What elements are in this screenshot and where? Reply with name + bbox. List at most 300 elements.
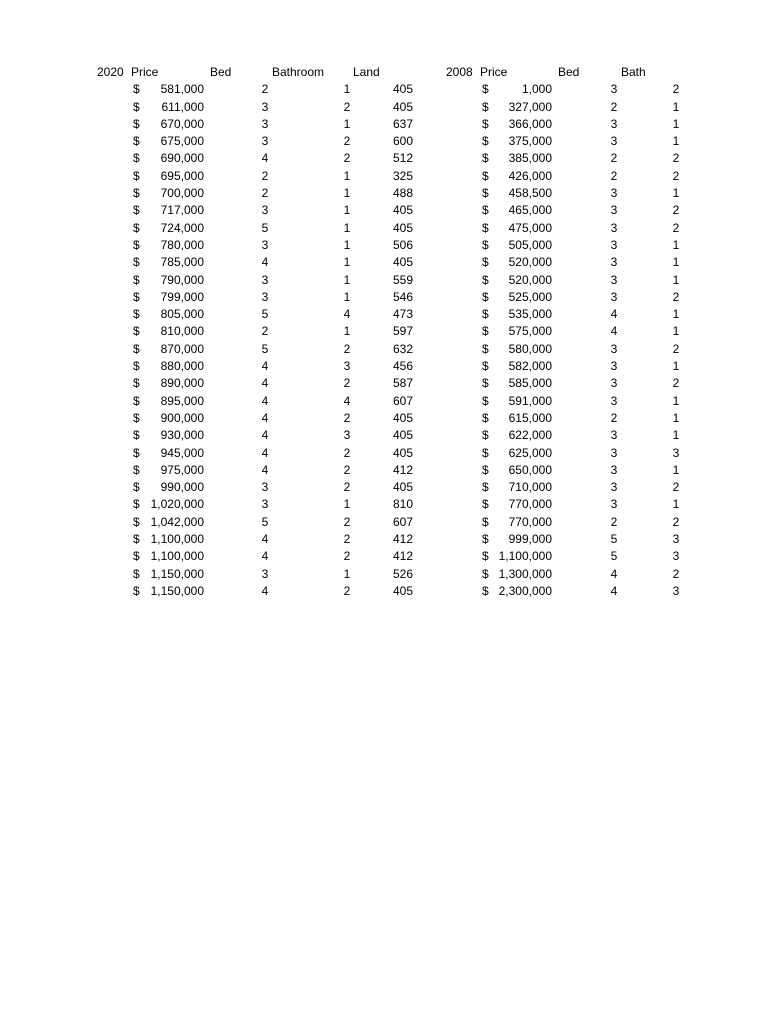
table-row [0, 548, 768, 565]
table-row [0, 150, 768, 167]
table-row [0, 237, 768, 254]
price-cell-2020: 717,000 [160, 203, 204, 218]
bathroom-header-2020: Bathroom [272, 65, 325, 79]
price-cell-2008: 327,000 [508, 99, 552, 114]
currency-symbol-2008: $ [482, 393, 489, 408]
table-row [0, 341, 768, 358]
land-cell-2020: 600 [392, 134, 413, 149]
land-cell-2020: 405 [392, 220, 413, 235]
bathroom-cell-2020: 2 [343, 151, 351, 166]
price-cell-2008: 1,000 [521, 82, 552, 97]
table-row [0, 496, 768, 513]
bed-cell-2020: 4 [261, 359, 269, 374]
bath-cell-2008: 1 [672, 393, 680, 408]
price-cell-2020: 890,000 [160, 376, 204, 391]
table-row [0, 479, 768, 496]
currency-symbol-2008: $ [482, 549, 489, 564]
price-cell-2020: 1,150,000 [150, 583, 204, 598]
bed-cell-2020: 3 [261, 203, 269, 218]
price-cell-2008: 505,000 [508, 237, 552, 252]
bed-cell-2008: 3 [610, 272, 618, 287]
bathroom-cell-2020: 1 [343, 237, 351, 252]
table-row [0, 254, 768, 271]
price-cell-2020: 1,150,000 [150, 566, 204, 581]
price-cell-2008: 458,500 [508, 186, 552, 201]
bed-cell-2020: 5 [261, 220, 269, 235]
bath-cell-2008: 1 [672, 410, 680, 425]
bathroom-cell-2020: 2 [343, 99, 351, 114]
bed-cell-2008: 4 [610, 566, 618, 581]
price-cell-2020: 780,000 [160, 237, 204, 252]
bath-cell-2008: 1 [672, 186, 680, 201]
currency-symbol-2020: $ [133, 462, 140, 477]
currency-symbol-2008: $ [482, 168, 489, 183]
year-2020-label: 2020 [97, 65, 124, 79]
currency-symbol-2020: $ [133, 168, 140, 183]
currency-symbol-2020: $ [133, 289, 140, 304]
price-cell-2008: 770,000 [508, 497, 552, 512]
land-cell-2020: 405 [392, 255, 413, 270]
table-row [0, 323, 768, 340]
currency-symbol-2008: $ [482, 341, 489, 356]
land-cell-2020: 405 [392, 445, 413, 460]
land-cell-2020: 488 [392, 186, 413, 201]
bed-cell-2008: 2 [610, 514, 618, 529]
bath-cell-2008: 2 [672, 82, 680, 97]
bath-cell-2008: 1 [672, 134, 680, 149]
currency-symbol-2008: $ [482, 566, 489, 581]
land-cell-2020: 456 [392, 359, 413, 374]
bed-cell-2008: 3 [610, 393, 618, 408]
data-rows [0, 81, 768, 600]
bathroom-cell-2020: 1 [343, 203, 351, 218]
land-cell-2020: 412 [392, 532, 413, 547]
currency-symbol-2020: $ [133, 532, 140, 547]
bed-cell-2020: 4 [261, 462, 269, 477]
table-row [0, 99, 768, 116]
land-cell-2020: 587 [392, 376, 413, 391]
price-cell-2008: 585,000 [508, 376, 552, 391]
currency-symbol-2008: $ [482, 82, 489, 97]
bed-cell-2020: 3 [261, 566, 269, 581]
price-cell-2008: 375,000 [508, 134, 552, 149]
price-cell-2020: 724,000 [160, 220, 204, 235]
bathroom-cell-2020: 1 [343, 186, 351, 201]
bathroom-cell-2020: 2 [343, 134, 351, 149]
bath-cell-2008: 1 [672, 99, 680, 114]
currency-symbol-2020: $ [133, 393, 140, 408]
currency-symbol-2008: $ [482, 583, 489, 598]
price-cell-2008: 426,000 [508, 168, 552, 183]
land-cell-2020: 810 [392, 497, 413, 512]
bathroom-cell-2020: 1 [343, 116, 351, 131]
bed-cell-2020: 5 [261, 514, 269, 529]
bath-cell-2008: 1 [672, 116, 680, 131]
bathroom-cell-2020: 2 [343, 514, 351, 529]
bathroom-cell-2020: 1 [343, 82, 351, 97]
land-cell-2020: 473 [392, 307, 413, 322]
bathroom-cell-2020: 4 [343, 393, 351, 408]
price-cell-2020: 670,000 [160, 116, 204, 131]
bath-cell-2008: 2 [672, 289, 680, 304]
bath-cell-2008: 1 [672, 359, 680, 374]
year-2008-label: 2008 [446, 65, 473, 79]
bathroom-cell-2020: 3 [343, 428, 351, 443]
bed-cell-2008: 3 [610, 462, 618, 477]
currency-symbol-2008: $ [482, 186, 489, 201]
bed-cell-2020: 3 [261, 480, 269, 495]
price-cell-2020: 1,100,000 [150, 549, 204, 564]
price-cell-2008: 575,000 [508, 324, 552, 339]
bathroom-cell-2020: 2 [343, 376, 351, 391]
bathroom-cell-2020: 1 [343, 497, 351, 512]
bed-cell-2020: 4 [261, 549, 269, 564]
bed-cell-2008: 3 [610, 289, 618, 304]
table-row [0, 306, 768, 323]
bathroom-cell-2020: 2 [343, 532, 351, 547]
land-cell-2020: 526 [392, 566, 413, 581]
price-cell-2008: 2,300,000 [498, 583, 552, 598]
currency-symbol-2020: $ [133, 307, 140, 322]
price-header-2008: Price [480, 65, 508, 79]
bed-cell-2020: 4 [261, 376, 269, 391]
bathroom-cell-2020: 1 [343, 255, 351, 270]
currency-symbol-2020: $ [133, 514, 140, 529]
bed-cell-2008: 3 [610, 82, 618, 97]
currency-symbol-2008: $ [482, 220, 489, 235]
land-cell-2020: 546 [392, 289, 413, 304]
currency-symbol-2020: $ [133, 186, 140, 201]
table-row [0, 445, 768, 462]
currency-symbol-2008: $ [482, 307, 489, 322]
bed-cell-2020: 3 [261, 116, 269, 131]
price-cell-2020: 990,000 [160, 480, 204, 495]
price-header-2020: Price [131, 65, 159, 79]
bed-cell-2020: 3 [261, 237, 269, 252]
price-cell-2020: 1,042,000 [150, 514, 204, 529]
price-cell-2008: 535,000 [508, 307, 552, 322]
bed-cell-2020: 5 [261, 341, 269, 356]
currency-symbol-2008: $ [482, 410, 489, 425]
currency-symbol-2008: $ [482, 255, 489, 270]
price-cell-2008: 520,000 [508, 272, 552, 287]
currency-symbol-2008: $ [482, 272, 489, 287]
table-row [0, 185, 768, 202]
price-cell-2008: 999,000 [508, 532, 552, 547]
price-cell-2008: 710,000 [508, 480, 552, 495]
table-row [0, 81, 768, 98]
bed-cell-2008: 3 [610, 341, 618, 356]
bath-cell-2008: 1 [672, 255, 680, 270]
bed-header-2008: Bed [558, 65, 580, 79]
currency-symbol-2020: $ [133, 549, 140, 564]
bed-header-2020: Bed [210, 65, 232, 79]
bed-cell-2008: 3 [610, 497, 618, 512]
bath-cell-2008: 1 [672, 497, 680, 512]
price-cell-2020: 1,100,000 [150, 532, 204, 547]
price-cell-2020: 611,000 [161, 99, 204, 114]
bed-cell-2020: 3 [261, 134, 269, 149]
bed-cell-2008: 3 [610, 203, 618, 218]
currency-symbol-2020: $ [133, 410, 140, 425]
bath-cell-2008: 3 [672, 583, 680, 598]
price-cell-2020: 785,000 [160, 255, 204, 270]
currency-symbol-2008: $ [482, 134, 489, 149]
currency-symbol-2008: $ [482, 462, 489, 477]
price-cell-2008: 625,000 [508, 445, 552, 460]
price-cell-2020: 799,000 [160, 289, 204, 304]
currency-symbol-2020: $ [133, 376, 140, 391]
bathroom-cell-2020: 2 [343, 410, 351, 425]
bed-cell-2008: 3 [610, 480, 618, 495]
bed-cell-2008: 2 [610, 99, 618, 114]
currency-symbol-2020: $ [133, 99, 140, 114]
land-cell-2020: 559 [392, 272, 413, 287]
price-cell-2008: 615,000 [508, 410, 552, 425]
bathroom-cell-2020: 1 [343, 220, 351, 235]
bed-cell-2008: 3 [610, 445, 618, 460]
currency-symbol-2020: $ [133, 324, 140, 339]
currency-symbol-2020: $ [133, 566, 140, 581]
price-cell-2008: 1,300,000 [498, 566, 552, 581]
land-cell-2020: 637 [392, 116, 413, 131]
bathroom-cell-2020: 1 [343, 168, 351, 183]
header-row [0, 64, 768, 81]
bed-cell-2008: 4 [610, 324, 618, 339]
currency-symbol-2020: $ [133, 445, 140, 460]
bath-cell-2008: 1 [672, 428, 680, 443]
currency-symbol-2020: $ [133, 237, 140, 252]
bathroom-cell-2020: 2 [343, 583, 351, 598]
table-row [0, 202, 768, 219]
bathroom-cell-2020: 3 [343, 359, 351, 374]
bed-cell-2020: 4 [261, 410, 269, 425]
currency-symbol-2008: $ [482, 289, 489, 304]
bed-cell-2020: 2 [261, 324, 269, 339]
bed-cell-2020: 4 [261, 151, 269, 166]
land-cell-2020: 405 [392, 428, 413, 443]
bath-cell-2008: 3 [672, 445, 680, 460]
bed-cell-2008: 5 [610, 549, 618, 564]
price-cell-2008: 520,000 [508, 255, 552, 270]
currency-symbol-2008: $ [482, 324, 489, 339]
currency-symbol-2020: $ [133, 272, 140, 287]
table-row [0, 410, 768, 427]
price-cell-2020: 790,000 [160, 272, 204, 287]
land-cell-2020: 405 [392, 583, 413, 598]
land-cell-2020: 632 [392, 341, 413, 356]
table-row [0, 133, 768, 150]
bed-cell-2020: 3 [261, 289, 269, 304]
land-cell-2020: 597 [392, 324, 413, 339]
price-cell-2020: 581,000 [160, 82, 204, 97]
currency-symbol-2020: $ [133, 255, 140, 270]
bed-cell-2020: 4 [261, 532, 269, 547]
bath-cell-2008: 2 [672, 341, 680, 356]
currency-symbol-2020: $ [133, 151, 140, 166]
bed-cell-2008: 3 [610, 134, 618, 149]
table-row [0, 566, 768, 583]
currency-symbol-2008: $ [482, 203, 489, 218]
bath-cell-2008: 1 [672, 307, 680, 322]
currency-symbol-2008: $ [482, 514, 489, 529]
bed-cell-2008: 5 [610, 532, 618, 547]
bathroom-cell-2020: 1 [343, 324, 351, 339]
price-cell-2020: 930,000 [160, 428, 204, 443]
bathroom-cell-2020: 2 [343, 549, 351, 564]
price-cell-2020: 810,000 [160, 324, 204, 339]
land-cell-2020: 405 [392, 203, 413, 218]
table-row [0, 427, 768, 444]
bathroom-cell-2020: 1 [343, 289, 351, 304]
bed-cell-2008: 3 [610, 359, 618, 374]
land-cell-2020: 325 [392, 168, 413, 183]
currency-symbol-2008: $ [482, 359, 489, 374]
table-row [0, 289, 768, 306]
bath-cell-2008: 2 [672, 203, 680, 218]
price-cell-2020: 870,000 [160, 341, 204, 356]
land-cell-2020: 405 [392, 99, 413, 114]
price-cell-2020: 880,000 [160, 359, 204, 374]
bed-cell-2020: 3 [261, 497, 269, 512]
bed-cell-2008: 4 [610, 307, 618, 322]
bath-cell-2008: 1 [672, 272, 680, 287]
price-cell-2008: 1,100,000 [498, 549, 552, 564]
price-cell-2008: 525,000 [508, 289, 552, 304]
table-row [0, 220, 768, 237]
land-cell-2020: 412 [392, 549, 413, 564]
bath-cell-2008: 1 [672, 237, 680, 252]
bed-cell-2020: 4 [261, 428, 269, 443]
currency-symbol-2008: $ [482, 428, 489, 443]
bath-cell-2008: 3 [672, 532, 680, 547]
land-cell-2020: 607 [392, 514, 413, 529]
table-row [0, 393, 768, 410]
price-cell-2020: 805,000 [160, 307, 204, 322]
currency-symbol-2008: $ [482, 116, 489, 131]
price-cell-2020: 975,000 [160, 462, 204, 477]
currency-symbol-2008: $ [482, 532, 489, 547]
price-cell-2020: 700,000 [160, 186, 204, 201]
bed-cell-2020: 4 [261, 583, 269, 598]
price-cell-2008: 770,000 [508, 514, 552, 529]
currency-symbol-2008: $ [482, 151, 489, 166]
price-cell-2008: 591,000 [508, 393, 552, 408]
land-cell-2020: 412 [392, 462, 413, 477]
price-cell-2008: 622,000 [508, 428, 552, 443]
currency-symbol-2008: $ [482, 237, 489, 252]
bed-cell-2020: 4 [261, 445, 269, 460]
price-cell-2008: 465,000 [508, 203, 552, 218]
bed-cell-2008: 3 [610, 376, 618, 391]
currency-symbol-2008: $ [482, 445, 489, 460]
bath-cell-2008: 2 [672, 168, 680, 183]
bathroom-cell-2020: 1 [343, 272, 351, 287]
currency-symbol-2020: $ [133, 583, 140, 598]
currency-symbol-2020: $ [133, 220, 140, 235]
price-cell-2008: 475,000 [508, 220, 552, 235]
price-cell-2020: 690,000 [160, 151, 204, 166]
currency-symbol-2020: $ [133, 497, 140, 512]
currency-symbol-2008: $ [482, 480, 489, 495]
bath-cell-2008: 1 [672, 462, 680, 477]
bath-header-2008: Bath [621, 65, 646, 79]
bath-cell-2008: 2 [672, 480, 680, 495]
bed-cell-2020: 4 [261, 255, 269, 270]
land-cell-2020: 405 [392, 82, 413, 97]
bath-cell-2008: 2 [672, 151, 680, 166]
bed-cell-2020: 2 [261, 168, 269, 183]
table-row [0, 462, 768, 479]
price-cell-2020: 900,000 [160, 410, 204, 425]
land-cell-2020: 405 [392, 480, 413, 495]
price-cell-2008: 650,000 [508, 462, 552, 477]
currency-symbol-2020: $ [133, 341, 140, 356]
bed-cell-2008: 2 [610, 151, 618, 166]
price-cell-2020: 675,000 [160, 134, 204, 149]
currency-symbol-2008: $ [482, 376, 489, 391]
currency-symbol-2008: $ [482, 99, 489, 114]
land-cell-2020: 405 [392, 410, 413, 425]
bed-cell-2008: 3 [610, 220, 618, 235]
currency-symbol-2020: $ [133, 134, 140, 149]
bed-cell-2008: 3 [610, 186, 618, 201]
bed-cell-2008: 3 [610, 237, 618, 252]
bed-cell-2020: 3 [261, 99, 269, 114]
price-cell-2020: 945,000 [160, 445, 204, 460]
bath-cell-2008: 2 [672, 220, 680, 235]
bed-cell-2020: 5 [261, 307, 269, 322]
price-cell-2020: 895,000 [160, 393, 204, 408]
land-cell-2020: 506 [392, 237, 413, 252]
currency-symbol-2020: $ [133, 116, 140, 131]
bathroom-cell-2020: 1 [343, 566, 351, 581]
table-row [0, 514, 768, 531]
currency-symbol-2020: $ [133, 359, 140, 374]
table-row [0, 116, 768, 133]
price-cell-2020: 695,000 [160, 168, 204, 183]
bed-cell-2008: 3 [610, 255, 618, 270]
price-cell-2008: 366,000 [508, 116, 552, 131]
table-row [0, 375, 768, 392]
spreadsheet-sheet [0, 64, 768, 600]
bed-cell-2008: 2 [610, 168, 618, 183]
bathroom-cell-2020: 4 [343, 307, 351, 322]
table-row [0, 531, 768, 548]
price-cell-2008: 582,000 [508, 359, 552, 374]
bathroom-cell-2020: 2 [343, 480, 351, 495]
bathroom-cell-2020: 2 [343, 341, 351, 356]
bath-cell-2008: 2 [672, 376, 680, 391]
bath-cell-2008: 2 [672, 566, 680, 581]
table-row [0, 358, 768, 375]
bed-cell-2020: 3 [261, 272, 269, 287]
bed-cell-2008: 3 [610, 116, 618, 131]
price-cell-2008: 580,000 [508, 341, 552, 356]
table-row [0, 583, 768, 600]
currency-symbol-2020: $ [133, 428, 140, 443]
bed-cell-2020: 2 [261, 82, 269, 97]
currency-symbol-2020: $ [133, 480, 140, 495]
bed-cell-2020: 4 [261, 393, 269, 408]
bath-cell-2008: 3 [672, 549, 680, 564]
currency-symbol-2020: $ [133, 203, 140, 218]
bathroom-cell-2020: 2 [343, 445, 351, 460]
land-cell-2020: 512 [392, 151, 413, 166]
bathroom-cell-2020: 2 [343, 462, 351, 477]
price-cell-2008: 385,000 [508, 151, 552, 166]
bath-cell-2008: 2 [672, 514, 680, 529]
